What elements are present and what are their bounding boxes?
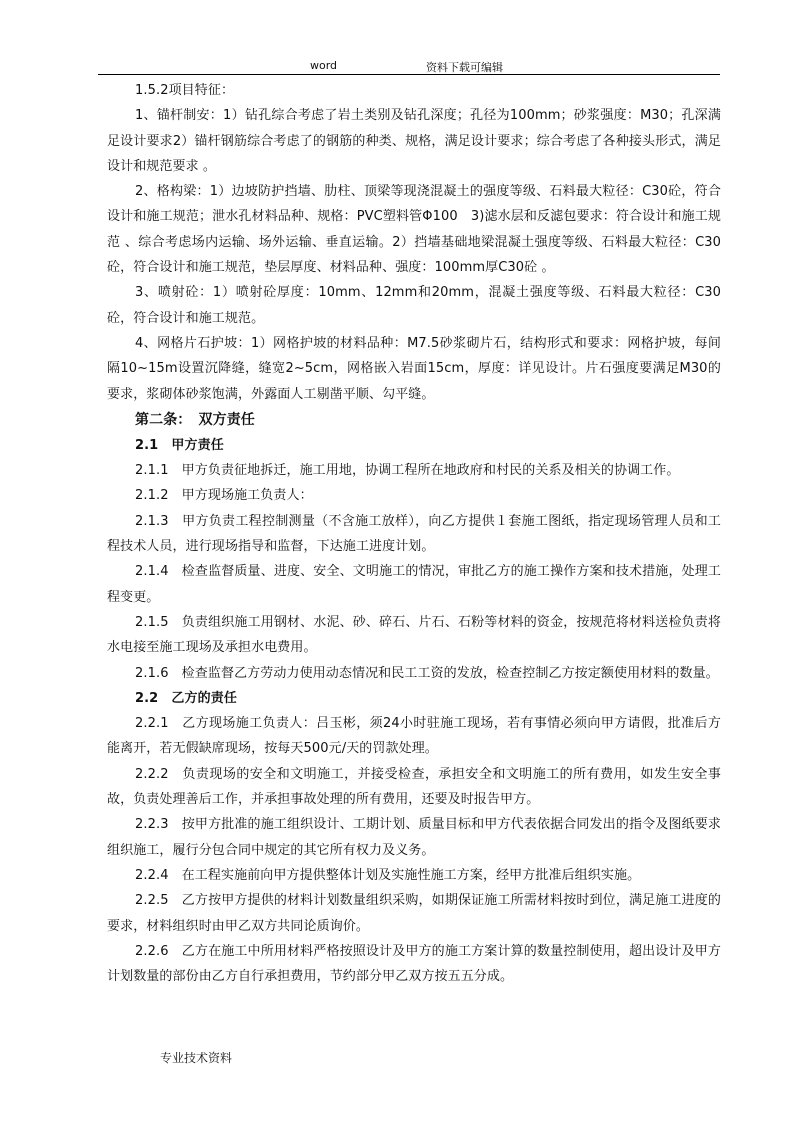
clause-2-1-2: 2.1.2 甲方现场施工负责人： — [135, 488, 313, 504]
clause-2-2-6: 2.2.6 乙方在施工中所用材料严格按照设计及甲方的施工方案计算的数量控制使用，超出设计及甲方计划数量的部份由乙方自行承担费用，节约部分甲乙双方按五五分成。 — [107, 943, 721, 985]
clause-2-1-6: 2.1.6 检查监督乙方劳动力使用动态情况和民工工资的发放，检查控制乙方按定额使用材料的数量。 — [135, 665, 719, 681]
page-footer: 专业技术资料 — [160, 1051, 233, 1065]
item-anchor-rod: 1、锚杆制安：1）钻孔综合考虑了岩土类别及钻孔深度；孔径为100mm；砂浆强度：M30；孔深满足设计要求2）锚杆钢筋综合考虑了的钢筋的种类、规格，满足设计要求；综合考虑了各种接头形式，满足设计和规范要求 。 — [107, 108, 721, 174]
clause-2-2-5: 2.2.5 乙方按甲方提供的材料计划数量组织采购，如期保证施工所需材料按时到位，满足施工进度的要求，材料组织时由甲乙双方共同论质询价。 — [107, 893, 721, 934]
document-body — [107, 78, 721, 989]
clause-2-2-2: 2.2.2 负责现场的安全和文明施工，并接受检查，承担安全和文明施工的所有费用，如发生安全事故，负责处理善后工作，并承担事故处理的所有费用，还要及时报告甲方。 — [107, 766, 721, 808]
article-2-heading: 第二条： 双方责任 — [135, 411, 255, 428]
clause-2-2-4: 2.2.4 在工程实施前向甲方提供整体计划及实施性施工方案，经甲方批准后组织实施。 — [135, 867, 641, 883]
clause-2-1-1: 2.1.1 甲方负责征地拆迁，施工用地，协调工程所在地政府和村民的关系及相关的协调工作。 — [135, 463, 680, 479]
clause-2-1-3: 2.1.3 甲方负责工程控制测量（不含施工放样），向乙方提供１套施工图纸，指定现场管理人员和工程技术人员，进行现场指导和监督，下达施工进度计划。 — [107, 513, 721, 555]
party-b-heading: 2.2 乙方的责任 — [135, 690, 237, 706]
header-left-text: word — [310, 59, 338, 72]
item-lattice-beam: 2、格构梁：1）边坡防护挡墙、肋柱、顶梁等现浇混凝土的强度等级、石料最大粒径：C30砼，符合设计和施工规范；泄水孔材料品种、规格：PVC塑料管Φ100 3)滤水层和反滤包要求：符合设计和施工规范 、综合考虑场内运输、场外运输、垂直运输。2）挡墙基础地梁混凝土强度等级、石料最大粒径：C30砼，符合设计和施工规范，垫层厚度、材料品种、强度：100mm厚C30砼 。 — [107, 184, 721, 276]
clause-2-2-1: 2.2.1 乙方现场施工负责人：吕玉彬，须24小时驻施工现场，若有事情必须向甲方请假，批准后方能离开，若无假缺席现场，按每天500元/天的罚款处理。 — [107, 716, 721, 757]
item-shotcrete: 3、喷射砼：1）喷射砼厚度：10mm、12mm和20mm，混凝土强度等级、石料最大粒径：C30砼，符合设计和施工规范。 — [107, 285, 721, 326]
clause-2-1-5: 2.1.5 负责组织施工用钢材、水泥、砂、碎石、片石、石粉等材料的资金，按规范将材料送检负责将水电接至施工现场及承担水电费用。 — [107, 614, 721, 656]
header-right-text: 资料下载可编辑 — [426, 61, 503, 74]
party-a-heading: 2.1 甲方责任 — [135, 437, 224, 453]
section-1-5-2-title: 1.5.2项目特征： — [135, 83, 235, 98]
clause-2-2-3: 2.2.3 按甲方批准的施工组织设计、工期计划、质量目标和甲方代表依据合同发出的指令及图纸要求组织施工，履行分包合同中规定的其它所有权力及义务。 — [107, 817, 721, 858]
item-grid-stone-slope: 4、网格片石护坡：1）网格护坡的材料品种：M7.5砂浆砌片石，结构形式和要求：网格护坡，每间隔10~15m设置沉降缝，缝宽2~5cm，网格嵌入岩面15cm，厚度：详见设计。片石强度要满足M30的要求，浆砌体砂浆饱满，外露面人工剔凿平顺、勾平缝。 — [107, 335, 721, 402]
clause-2-1-4: 2.1.4 检查监督质量、进度、安全、文明施工的情况，审批乙方的施工操作方案和技术措施，处理工程变更。 — [107, 564, 721, 605]
page-header — [98, 58, 720, 75]
